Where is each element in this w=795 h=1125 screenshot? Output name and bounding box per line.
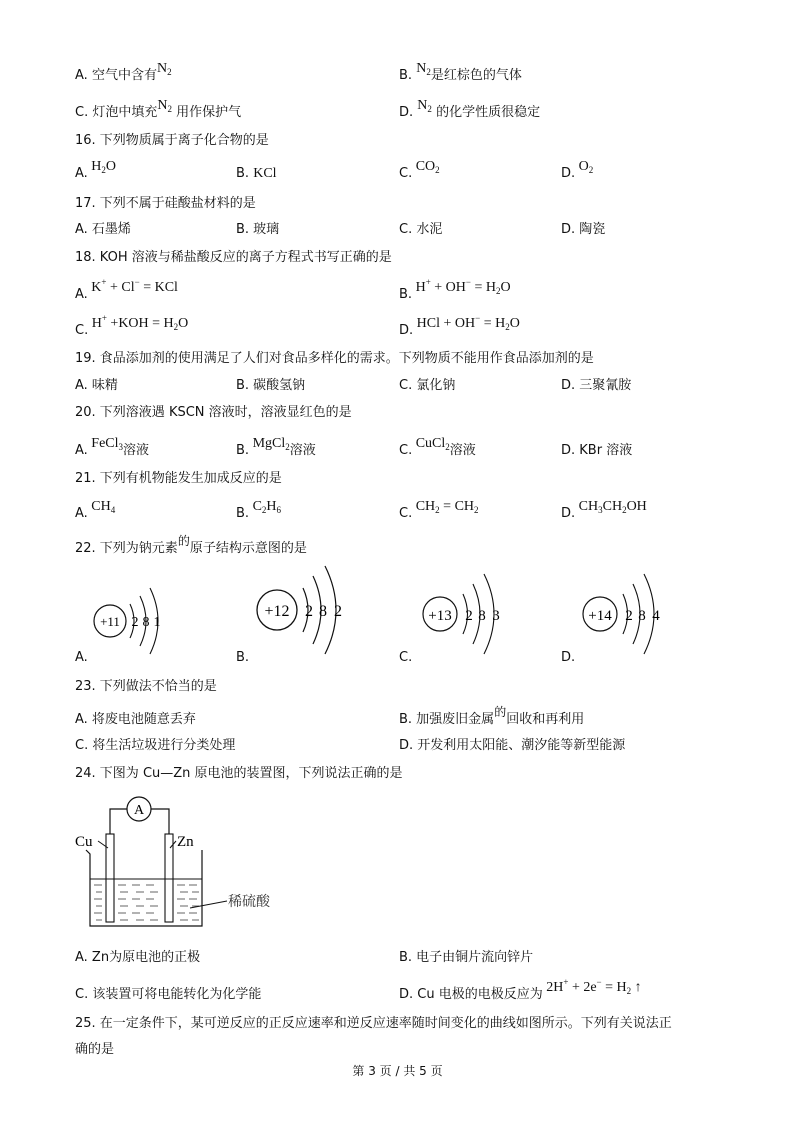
electron-count: 2 [305, 603, 313, 620]
q15-option-a: A. 空气中含有$N_2$ [75, 61, 172, 83]
q20-option-d: D. KBr 溶液 [561, 443, 633, 458]
q17-option-d: D. 陶瓷 [561, 222, 606, 237]
electron-count: 8 [638, 608, 646, 624]
q21-stem: 21. 下列有机物能发生加成反应的是 [75, 471, 282, 486]
q21-option-c: C. $CH_2 = CH_2$ [399, 499, 479, 521]
electron-count: 2 [465, 608, 473, 624]
q15-option-d: D. $N_2$ 的化学性质很稳定 [399, 98, 541, 120]
q23-option-a: A. 将废电池随意丢弃 [75, 712, 196, 727]
q16-option-a: A. $H_2O$ [75, 159, 117, 181]
q22-option-c-label: C. [399, 650, 413, 665]
atom-diagram-c [420, 570, 520, 660]
ammeter-label: A [133, 803, 145, 818]
electron-count: 8 [142, 615, 150, 630]
q18-option-a: A. K+ + Cl− = KCl [75, 277, 178, 302]
q21-option-d: D. $CH_3CH_2OH$ [561, 499, 647, 521]
nucleus-charge: +14 [588, 608, 612, 624]
q16-option-b: B. KCl [236, 166, 277, 181]
solution-pointer-line [190, 901, 227, 908]
q18-stem: 18. KOH 溶液与稀盐酸反应的离子方程式书写正确的是 [75, 250, 392, 265]
q20-option-c: C. CuCl$_2$溶液 [399, 436, 476, 458]
q24-stem: 24. 下图为 Cu—Zn 原电池的装置图，下列说法正确的是 [75, 766, 403, 781]
q19-option-c: C. 氯化钠 [399, 378, 456, 393]
q23-option-b: B. 加强废旧金属的回收和再利用 [399, 705, 585, 727]
q20-stem: 20. 下列溶液遇 KSCN 溶液时，溶液显红色的是 [75, 405, 352, 420]
beaker [86, 850, 202, 926]
electron-count: 2 [625, 608, 633, 624]
q15-option-c: C. 灯泡中填充$N_2$ 用作保护气 [75, 98, 242, 120]
q17-option-b: B. 玻璃 [236, 222, 280, 237]
q22-option-a-label: A. [75, 650, 88, 665]
wire-left [110, 809, 127, 834]
q25-stem-line1: 25. 在一定条件下，某可逆反应的正反应速率和逆反应速率随时间变化的曲线如图所示。下列有关说法正 [75, 1016, 672, 1031]
q22-option-d-label: D. [561, 650, 576, 665]
nucleus-charge: +13 [428, 608, 452, 624]
q24-option-c: C. 该装置可将电能转化为化学能 [75, 987, 262, 1002]
q17-option-c: C. 水泥 [399, 222, 443, 237]
electron-count: 4 [652, 608, 660, 624]
atom-diagram-b [255, 562, 365, 662]
wire-right [151, 809, 169, 834]
electron-count: 2 [334, 603, 342, 620]
atom-diagram-a [90, 580, 180, 660]
q24-option-a: A. Zn为原电池的正极 [75, 950, 201, 965]
q17-option-a: A. 石墨烯 [75, 222, 131, 237]
q18-option-d: D. HCl + $OH^- = H_2O$ [399, 313, 520, 338]
q23-option-c: C. 将生活垃圾进行分类处理 [75, 738, 236, 753]
q19-option-a: A. 味精 [75, 378, 118, 393]
q24-option-b: B. 电子由铜片流向锌片 [399, 950, 534, 965]
q24-option-d: D. Cu 电极的电极反应为 $2H^+ + 2e^- = H_2$ ↑ [399, 977, 642, 1002]
zn-label: Zn [177, 834, 194, 850]
page-footer: 第 3 页 / 共 5 页 [352, 1064, 443, 1078]
q16-stem: 16. 下列物质属于离子化合物的是 [75, 133, 269, 148]
electron-count: 8 [478, 608, 486, 624]
atom-diagram-d [580, 570, 680, 660]
electron-count: 8 [319, 603, 327, 620]
q19-stem: 19. 食品添加剂的使用满足了人们对食品多样化的需求。下列物质不能用作食品添加剂的是 [75, 351, 594, 366]
q25-stem-line2: 确的是 [75, 1042, 115, 1057]
q16-option-c: C. $CO_2$ [399, 159, 440, 181]
q15-option-b: B. $N_2$是红棕色的气体 [399, 61, 522, 83]
q19-option-d: D. 三聚氰胺 [561, 378, 632, 393]
zn-electrode [165, 834, 173, 922]
q20-option-a: A. FeCl$_3$溶液 [75, 436, 150, 458]
q20-option-b: B. MgCl$_2$溶液 [236, 436, 316, 458]
q23-stem: 23. 下列做法不恰当的是 [75, 679, 217, 694]
q21-option-a: A. $CH_4$ [75, 499, 116, 521]
electron-count: 1 [153, 615, 161, 630]
q19-option-b: B. 碳酸氢钠 [236, 378, 306, 393]
nucleus-charge: +12 [264, 603, 290, 620]
electron-count: 2 [131, 615, 139, 630]
cu-label: Cu [75, 834, 93, 850]
solution-label: 稀硫酸 [228, 894, 270, 910]
galvanic-cell-diagram [72, 786, 272, 936]
q21-option-b: B. $C_2H_6$ [236, 499, 282, 521]
electron-count: 3 [492, 608, 500, 624]
q18-option-b: B. $H^+ + OH^- = H_2O$ [399, 277, 511, 302]
q18-option-c: C. $H^+ +KOH = H_2O$ [75, 313, 189, 338]
q22-option-b-label: B. [236, 650, 250, 665]
q23-option-d: D. 开发利用太阳能、潮汐能等新型能源 [399, 738, 626, 753]
q22-stem: 22. 下列为钠元素的原子结构示意图的是 [75, 534, 307, 556]
q17-stem: 17. 下列不属于硅酸盐材料的是 [75, 196, 256, 211]
nucleus-charge: +11 [100, 614, 120, 629]
q16-option-d: D. $O_2$ [561, 159, 594, 181]
